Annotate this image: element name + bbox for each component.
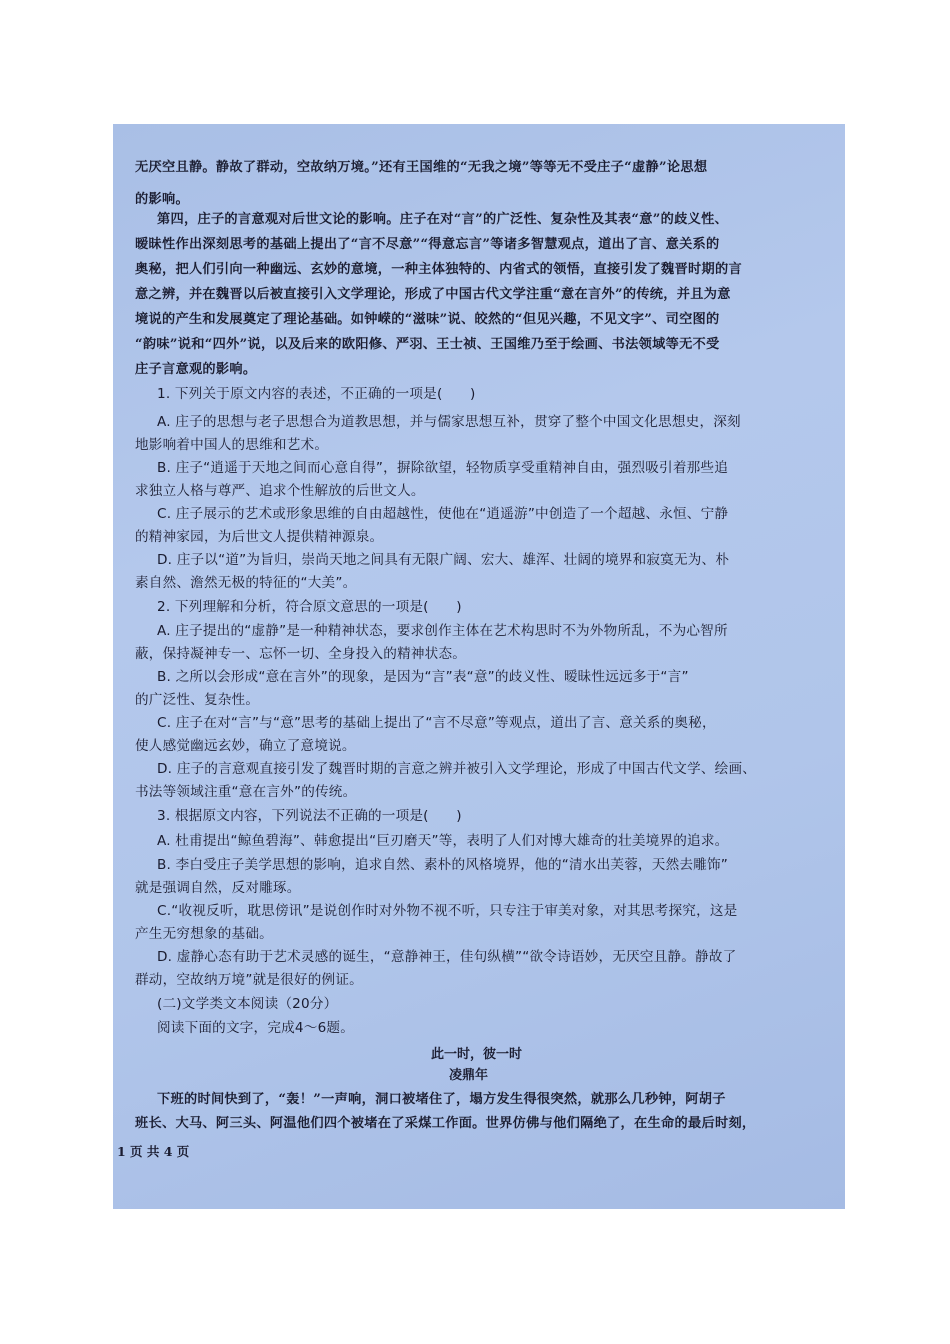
text-line: C. 庄子展示的艺术或形象思维的自由超越性，使他在“逍遥游”中创造了一个超越、永恒、宁静: [157, 506, 729, 522]
text-line: D. 庄子的言意观直接引发了魏晋时期的言意之辨并被引入文学理论，形成了中国古代文学、绘画、: [157, 761, 757, 777]
text-line: B. 之所以会形成“意在言外”的现象，是因为“言”表“意”的歧义性、暧昧性远远多于“言”: [157, 669, 689, 685]
text-line: 2. 下列理解和分析，符合原文意思的一项是( ): [157, 599, 462, 615]
text-line: 意之辨，并在魏晋以后被直接引入文学理论，形成了中国古代文学注重“意在言外”的传统，并且为意: [135, 287, 731, 302]
text-line: 群动，空故纳万境”就是很好的例证。: [135, 972, 363, 988]
text-line: A. 庄子提出的“虚静”是一种精神状态，要求创作主体在艺术构思时不为外物所乱，不为心智所: [157, 623, 728, 639]
text-line: 庄子言意观的影响。: [135, 362, 257, 377]
text-line: 产生无穷想象的基础。: [135, 926, 273, 942]
text-line: 3. 根据原文内容，下列说法不正确的一项是( ): [157, 808, 462, 824]
text-line: D. 庄子以“道”为旨归，崇尚天地之间具有无限广阔、宏大、雄浑、壮阔的境界和寂寞无为、朴: [157, 552, 730, 568]
text-line: 书法等领域注重“意在言外”的传统。: [135, 784, 357, 800]
text-line: “韵味”说和“四外”说，以及后来的欧阳修、严羽、王士祯、王国维乃至于绘画、书法领域等无不受: [135, 337, 720, 352]
text-line: 第四，庄子的言意观对后世文论的影响。庄子在对“言”的广泛性、复杂性及其表“意”的歧义性、: [157, 212, 729, 227]
text-line: A. 杜甫提出“鲸鱼碧海”、韩愈提出“巨刃磨天”等，表明了人们对博大雄奇的壮美境界的追求。: [157, 833, 729, 849]
text-line: 的影响。: [135, 192, 189, 207]
text-line: A. 庄子的思想与老子思想合为道教思想，并与儒家思想互补，贯穿了整个中国文化思想史，深刻: [157, 414, 741, 430]
scanned-exam-page: [113, 124, 845, 1209]
text-line: (二)文学类文本阅读（20分）: [157, 996, 338, 1012]
text-line: 就是强调自然，反对雕琢。: [135, 880, 301, 896]
text-line: 的广泛性、复杂性。: [135, 692, 260, 708]
text-line: 境说的产生和发展奠定了理论基础。如钟嵘的“滋味”说、皎然的“但见兴趣，不见文字”、司空图的: [135, 312, 720, 327]
text-line: 的精神家园，为后世文人提供精神源泉。: [135, 529, 384, 545]
text-line: 下班的时间快到了，“轰！”一声响，洞口被堵住了，塌方发生得很突然，就那么几秒钟，阿胡子: [157, 1092, 726, 1107]
story-title: 凌鼎年: [449, 1068, 489, 1083]
text-line: 蔽，保持凝神专一、忘怀一切、全身投入的精神状态。: [135, 646, 467, 662]
text-line: 奥秘，把人们引向一种幽远、玄妙的意境，一种主体独特的、内省式的领悟，直接引发了魏晋时期的言: [135, 262, 742, 277]
text-line: B. 庄子“逍遥于天地之间而心意自得”，摒除欲望，轻物质享受重精神自由，强烈吸引着那些追: [157, 460, 729, 476]
text-line: 素自然、澹然无极的特征的“大美”。: [135, 575, 357, 591]
text-line: 无厌空且静。静故了群动，空故纳万境。”还有王国维的“无我之境”等等无不受庄子“虚静”论思想: [135, 160, 708, 175]
text-line: B. 李白受庄子美学思想的影响，追求自然、素朴的风格境界，他的“清水出芙蓉，天然去雕饰”: [157, 857, 729, 873]
story-title: 此一时，彼一时: [431, 1047, 523, 1062]
text-line: 阅读下面的文字，完成4～6题。: [157, 1020, 355, 1036]
page-number: 1 页 共 4 页: [117, 1144, 190, 1159]
text-line: 地影响着中国人的思维和艺术。: [135, 437, 329, 453]
text-line: 1. 下列关于原文内容的表述，不正确的一项是( ): [157, 386, 476, 402]
text-line: 使人感觉幽远玄妙，确立了意境说。: [135, 738, 356, 754]
text-line: C. 庄子在对“言”与“意”思考的基础上提出了“言不尽意”等观点，道出了言、意关系的奥秘，: [157, 715, 716, 731]
text-line: 班长、大马、阿三头、阿温他们四个被堵在了采煤工作面。世界仿佛与他们隔绝了，在生命的最后时刻，: [135, 1116, 756, 1131]
text-line: D. 虚静心态有助于艺术灵感的诞生，“意静神王，佳句纵横”“欲令诗语妙，无厌空且静。静故了: [157, 949, 737, 965]
text-line: 求独立人格与尊严、追求个性解放的后世文人。: [135, 483, 425, 499]
text-line: 暧昧性作出深刻思考的基础上提出了“言不尽意”“得意忘言”等诸多智慧观点，道出了言、意关系的: [135, 237, 720, 252]
text-line: C.“收视反听，耽思傍讯”是说创作时对外物不视不听，只专注于审美对象，对其思考探究，这是: [157, 903, 738, 919]
